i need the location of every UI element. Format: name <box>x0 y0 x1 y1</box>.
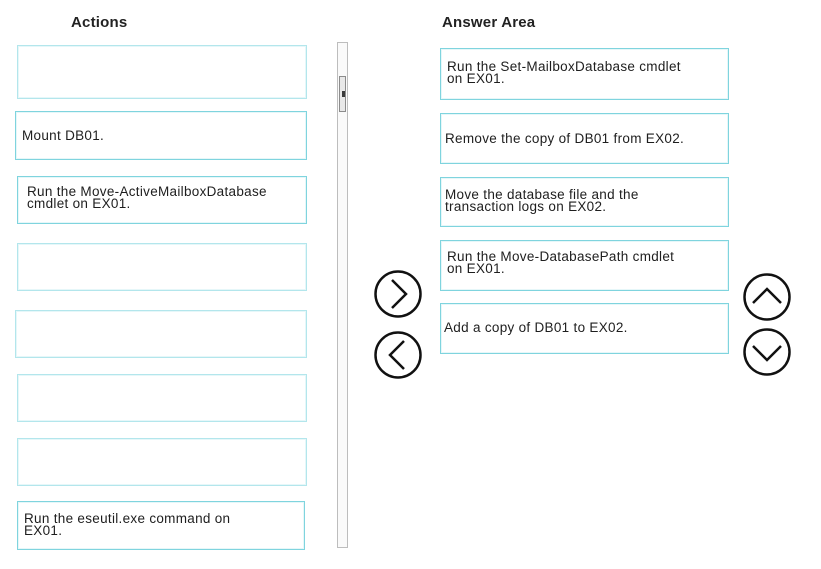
action-slot-1[interactable] <box>17 45 307 99</box>
answer-item-set-mailboxdatabase[interactable] <box>440 48 729 100</box>
move-left-button[interactable] <box>374 331 422 379</box>
answer-item-remove-copy-db01[interactable] <box>440 113 729 164</box>
answer-item-move-database-file[interactable] <box>440 177 729 227</box>
action-item-eseutil[interactable] <box>17 501 305 550</box>
scrollbar-thumb[interactable] <box>339 76 346 112</box>
action-slot-4[interactable] <box>17 243 307 291</box>
action-item-move-activemailboxdatabase[interactable] <box>17 176 307 224</box>
answer-label: Run the Move-DatabasePath cmdlet on EX01. <box>447 249 675 276</box>
answer-label: Run the Set-MailboxDatabase cmdlet on EX01. <box>447 59 681 86</box>
answer-item-add-copy-db01[interactable] <box>440 303 729 354</box>
actions-heading: Actions <box>71 14 128 31</box>
action-label: Run the Move-ActiveMailboxDatabase cmdlet on EX01. <box>27 184 267 211</box>
action-slot-5[interactable] <box>15 310 307 358</box>
move-right-button[interactable] <box>374 270 422 318</box>
action-slot-6[interactable] <box>17 374 307 422</box>
move-down-button[interactable] <box>743 328 791 376</box>
action-item-mount-db01[interactable] <box>15 111 307 160</box>
action-label: Mount DB01. <box>22 127 105 143</box>
action-slot-7[interactable] <box>17 438 307 486</box>
move-up-button[interactable] <box>743 273 791 321</box>
answer-label: Move the database file and the transaction logs on EX02. <box>445 187 639 214</box>
answer-label: Add a copy of DB01 to EX02. <box>444 320 628 335</box>
answer-area-heading: Answer Area <box>442 14 536 31</box>
chevron-right-icon <box>374 270 422 318</box>
chevron-up-icon <box>743 273 791 321</box>
answer-item-move-databasepath[interactable] <box>440 240 729 291</box>
actions-scrollbar[interactable] <box>337 42 348 548</box>
chevron-left-icon <box>374 331 422 379</box>
chevron-down-icon <box>743 328 791 376</box>
scrollbar-grip <box>342 91 345 97</box>
action-label: Run the eseutil.exe command on EX01. <box>24 511 231 538</box>
answer-label: Remove the copy of DB01 from EX02. <box>445 130 685 146</box>
